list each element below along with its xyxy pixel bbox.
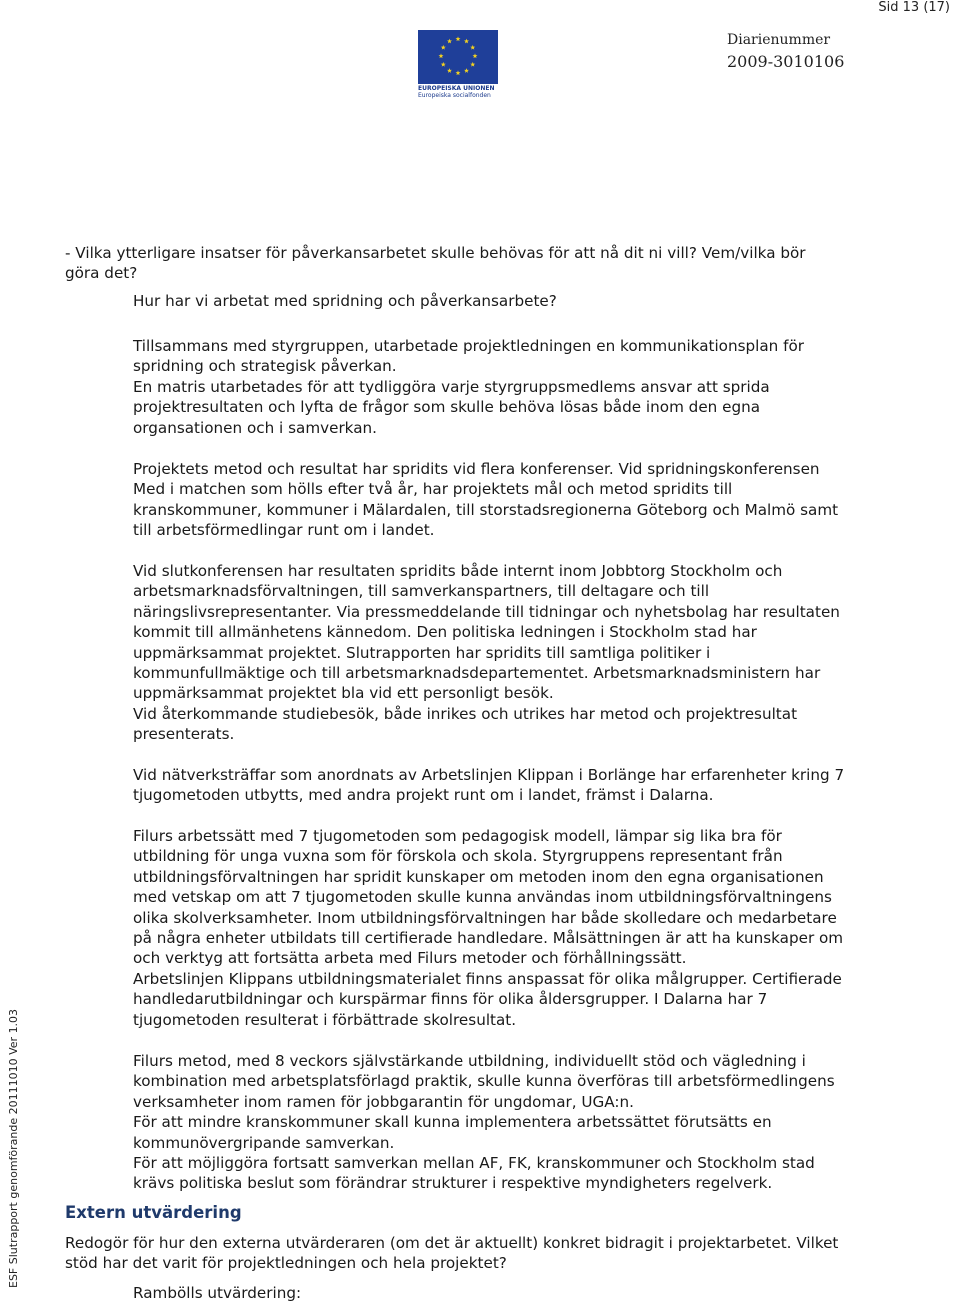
text-line: En matris utarbetades för att tydliggöra varje styrgruppsmedlems ansvar att sprida: [133, 377, 770, 396]
paragraph-8: [133, 1283, 948, 1303]
eu-logo-line1: EUROPEISKA UNIONEN: [418, 85, 495, 92]
text-line: Rambölls utvärdering:: [133, 1284, 302, 1302]
diarie-number: 2009-3010106: [727, 52, 845, 71]
text-line: Tillsammans med styrgruppen, utarbetade projektledningen en kommunikationsplan för: [133, 337, 805, 355]
text-line: presenterats.: [133, 725, 235, 744]
section-heading: Extern utvärdering: [65, 1203, 242, 1222]
eu-logo: [418, 30, 498, 102]
diarie-label: Diarienummer: [727, 32, 831, 48]
section-question: [133, 291, 948, 311]
text-line: För att möjliggöra fortsatt samverkan mellan AF, FK, kranskommuner och Stockholm stad: [133, 1154, 815, 1173]
eu-logo-line2: Europeiska socialfonden: [418, 92, 491, 99]
text-line: kommunövergripande samverkan.: [133, 1133, 395, 1152]
text-line: med vetskap om att 7 tjugometoden skulle kunna användas inom utbildningsförvaltningens: [133, 888, 832, 907]
text-line: göra det?: [65, 264, 138, 283]
text-line: uppmärksammat projektet. Slutrapporten har spridits till samtliga politiker i: [133, 643, 711, 662]
text-line: till arbetsförmedlingar runt om i landet.: [133, 521, 435, 540]
text-line: utbildning för unga vuxna som för förskola och skola. Styrgruppens representant från: [133, 847, 783, 866]
text-line: verksamheter inom ramen för jobbgarantin för ungdomar, UGA:n.: [133, 1092, 634, 1111]
diarie-block: [727, 31, 844, 73]
text-line: Filurs arbetssätt med 7 tjugometoden som pedagogisk modell, lämpar sig lika bra för: [133, 827, 782, 845]
text-line: - Vilka ytterligare insatser för påverkansarbetet skulle behövas för att nå dit ni vill? Vem/vilka bör: [65, 244, 806, 262]
paragraph-7: [65, 1233, 955, 1274]
paragraph-5: [133, 826, 948, 1030]
text-line: uppmärksammat projektet bla vid ett personligt besök.: [133, 684, 554, 703]
text-line: kombination med arbetsplatsförlagd praktik, skulle kunna överföras till arbetsförmedlingens: [133, 1072, 835, 1091]
text-line: handledarutbildningar och kurspärmar finns för olika åldersgrupper. I Dalarna har 7: [133, 990, 768, 1009]
text-line: arbetsmarknadsförvaltningen, till samverkanspartners, till deltagare och till: [133, 582, 710, 601]
eu-flag-icon: [418, 30, 498, 84]
text-line: Filurs metod, med 8 veckors självstärkande utbildning, individuellt stöd och vägledning i: [133, 1052, 806, 1070]
text-line: Vid nätverksträffar som anordnats av Arbetslinjen Klippan i Borlänge har erfarenheter kring 7: [133, 766, 845, 784]
paragraph-3: [133, 561, 948, 745]
text-line: olika skolverksamheter. Inom utbildningsförvaltningen har både skolledare och medarbetare: [133, 908, 837, 927]
paragraph-1: [133, 336, 948, 438]
text-line: stöd har det varit för projektledningen och hela projektet?: [65, 1254, 507, 1273]
text-line: Hur har vi arbetat med spridning och påverkansarbete?: [133, 292, 557, 310]
page-number: Sid 13 (17): [878, 0, 950, 15]
text-line: och verktyg att fortsätta arbeta med Filurs metoder och förhållningssätt.: [133, 949, 687, 968]
text-line: krävs politiska beslut som förändrar strukturer i respektive myndigheters regelverk.: [133, 1174, 773, 1193]
text-line: näringslivsrepresentanter. Via pressmeddelande till tidningar och nyhetsbolag har resultaten: [133, 602, 840, 621]
text-line: kommit till allmänhetens kännedom. Den politiska ledningen i Stockholm stad har: [133, 623, 757, 642]
text-line: Vid slutkonferensen har resultaten spridits både internt inom Jobbtorg Stockholm och: [133, 562, 783, 580]
text-line: på några enheter utbildats till certifierade handledare. Målsättningen är att ha kunskaper om: [133, 929, 844, 948]
paragraph-4: [133, 765, 948, 806]
text-line: För att mindre kranskommuner skall kunna implementera arbetssättet förutsätts en: [133, 1113, 772, 1132]
paragraph-2: [133, 459, 948, 541]
text-line: tjugometoden utbytts, med andra projekt runt om i landet, främst i Dalarna.: [133, 786, 714, 805]
text-line: spridning och strategisk påverkan.: [133, 357, 397, 376]
text-line: Redogör för hur den externa utvärderaren (om det är aktuellt) konkret bidragit i projektarbetet. Vilket: [65, 1234, 839, 1252]
text-line: Arbetslinjen Klippans utbildningsmaterialet finns anspassat för olika målgrupper. Certifierade: [133, 969, 842, 988]
question-paragraph: [65, 243, 935, 284]
text-line: tjugometoden resulterat i förbättrade skolresultat.: [133, 1010, 517, 1029]
text-line: Projektets metod och resultat har spridits vid flera konferenser. Vid spridningskonferensen: [133, 460, 820, 478]
side-note: ESF Slutrapport genomförande 20111010 Ver 1.03: [7, 1008, 20, 1288]
text-line: Med i matchen som hölls efter två år, har projektets mål och metod spridits till: [133, 480, 733, 499]
text-line: projektresultaten och lyfta de frågor som skulle behöva lösas både inom den egna: [133, 398, 761, 417]
text-line: organsationen och i samverkan.: [133, 418, 377, 437]
text-line: kommunfullmäktige och till arbetsmarknadsdepartementet. Arbetsmarknadsministern har: [133, 664, 821, 683]
text-line: kranskommuner, kommuner i Mälardalen, till storstadsregionerna Göteborg och Malmö samt: [133, 500, 839, 519]
paragraph-6: [133, 1051, 948, 1194]
text-line: utbildningsförvaltningen har spridit kunskaper om metoden inom den egna organisationen: [133, 867, 824, 886]
text-line: Vid återkommande studiebesök, både inrikes och utrikes har metod och projektresultat: [133, 704, 798, 723]
